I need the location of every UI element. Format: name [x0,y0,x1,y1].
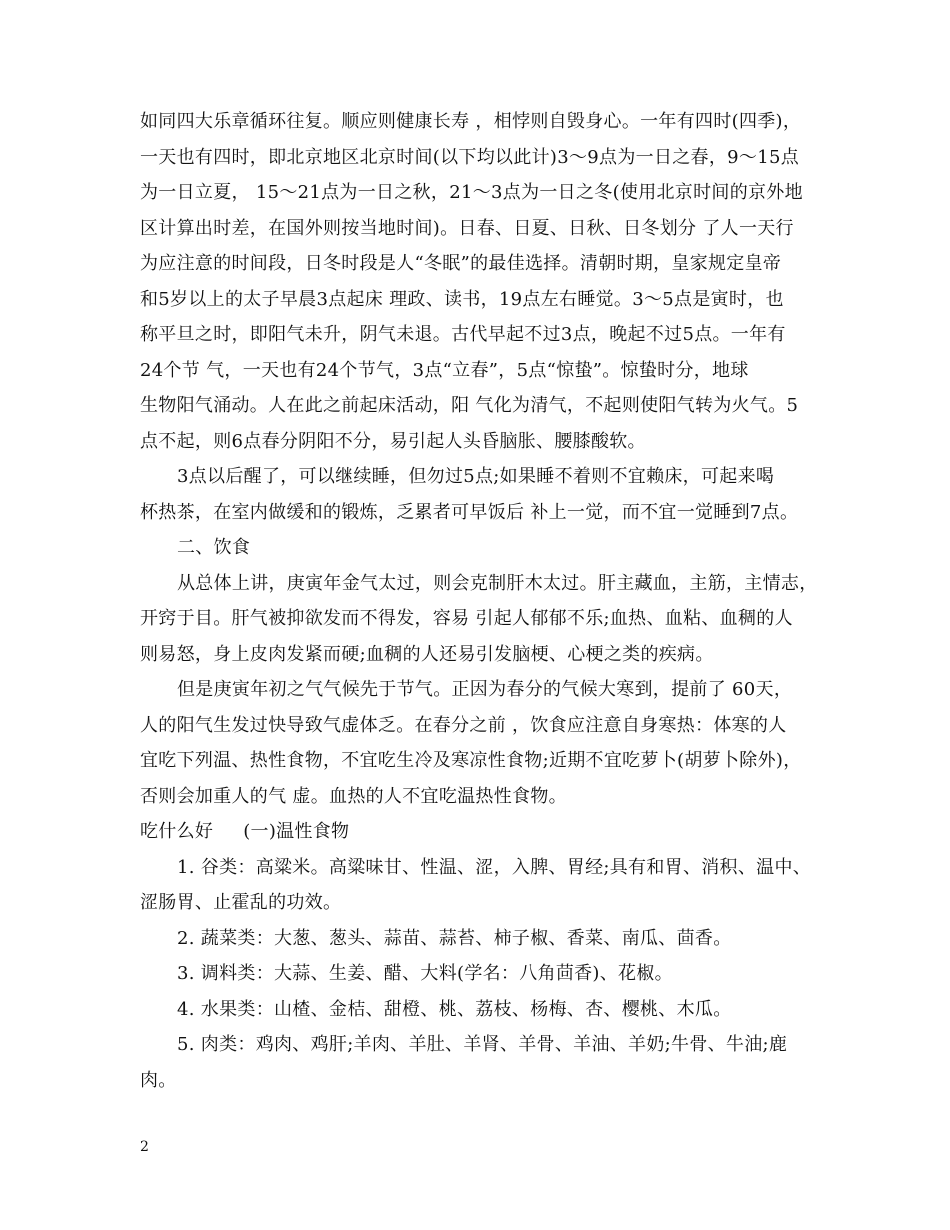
section-heading-label: 吃什么好 [140,821,214,842]
text-line: 如同四大乐章循环往复。顺应则健康长寿 ，相悖则自毁身心。一年有四时(四季)， [140,111,802,132]
text-line: 则易怒，身上皮肉发紧而硬;血稠的人还易引发脑梗、心梗之类的疾病。 [140,643,714,665]
text-line: 人的阳气生发过快导致气虚体乏。在春分之前 ，饮食应注意自身寒热：体寒的人 [140,714,787,736]
text-line: 点不起，则6点春分阴阳不分，易引起人头昏脑胀、腰膝酸软。 [140,430,646,452]
list-line: 2. 蔬菜类：大葱、葱头、蒜苗、蒜苔、柿子椒、香菜、南瓜、茴香。 [177,927,732,949]
list-line: 5. 肉类：鸡肉、鸡肝;羊肉、羊肚、羊肾、羊骨、羊油、羊奶;牛骨、牛油;鹿 [177,1034,788,1055]
list-line: 涩肠胃、止霍乱的功效。 [140,892,342,913]
text-line: 生物阳气涌动。人在此之前起床活动，阳 气化为清气，不起则使阳气转为火气。5 [140,395,799,416]
text-line: 为一日立夏， 15～21点为一日之秋，21～3点为一日之冬(使用北京时间的京外地 [140,182,803,203]
text-line: 和5岁以上的太子早晨3点起床 理政、读书，19点左右睡觉。3～5点是寅时，也 [140,288,784,310]
list-line: 1. 谷类：高粱米。高粱味甘、性温、涩，入脾、胃经;具有和胃、消积、温中、 [177,856,812,878]
text-line: 一天也有四时，即北京地区北京时间(以下均以此计)3～9点为一日之春，9～15点 [140,146,800,168]
text-line: 开窍于目。肝气被抑欲发而不得发，容易 引起人郁郁不乐;血热、血粘、血稠的人 [140,608,793,629]
page-body [140,104,830,1098]
list-line: 4. 水果类：山楂、金桔、甜橙、桃、荔枝、杨梅、杏、樱桃、木瓜。 [177,998,732,1020]
text-line: 称平旦之时，即阳气未升，阴气未退。古代早起不过3点，晚起不过5点。一年有 [140,324,786,345]
text-line: 否则会加重人的气 虚。血热的人不宜吃温热性食物。 [140,785,567,807]
body-paragraphs [140,104,830,814]
text-line: 3点以后醒了，可以继续睡，但勿过5点;如果睡不着则不宜赖床，可起来喝 [177,466,775,487]
section-heading-row [140,814,830,850]
text-line: 二、饮食 [177,537,251,558]
text-line: 但是庚寅年初之气气候先于节气。正因为春分的气候大寒到，提前了 60天， [177,679,793,700]
text-line: 宜吃下列温、热性食物，不宜吃生冷及寒凉性食物;近期不宜吃萝卜(胡萝卜除外)， [140,750,802,771]
list-line: 3. 调料类：大蒜、生姜、醋、大料(学名：八角茴香)、花椒。 [177,963,673,984]
text-line: 区计算出时差，在国外则按当地时间)。日春、日夏、日秋、日冬划分 了人一天行 [140,217,794,239]
food-list [140,850,830,1099]
section-heading-subtitle: (一)温性食物 [243,821,350,842]
list-line: 肉。 [140,1069,177,1091]
page-number: 2 [140,1139,149,1155]
text-line: 从总体上讲，庚寅年金气太过，则会克制肝木太过。肝主藏血，主筋，主情志， [177,572,818,594]
text-line: 为应注意的时间段，日冬时段是人“冬眠”的最佳选择。清朝时期，皇家规定皇帝 [140,253,782,274]
text-line: 24个节 气，一天也有24个节气，3点“立春”，5点“惊蛰”。惊蛰时分，地球 [140,359,749,381]
text-line: 杯热茶，在室内做缓和的锻炼，乏累者可早饭后 补上一觉，而不宜一觉睡到7点。 [140,501,799,523]
